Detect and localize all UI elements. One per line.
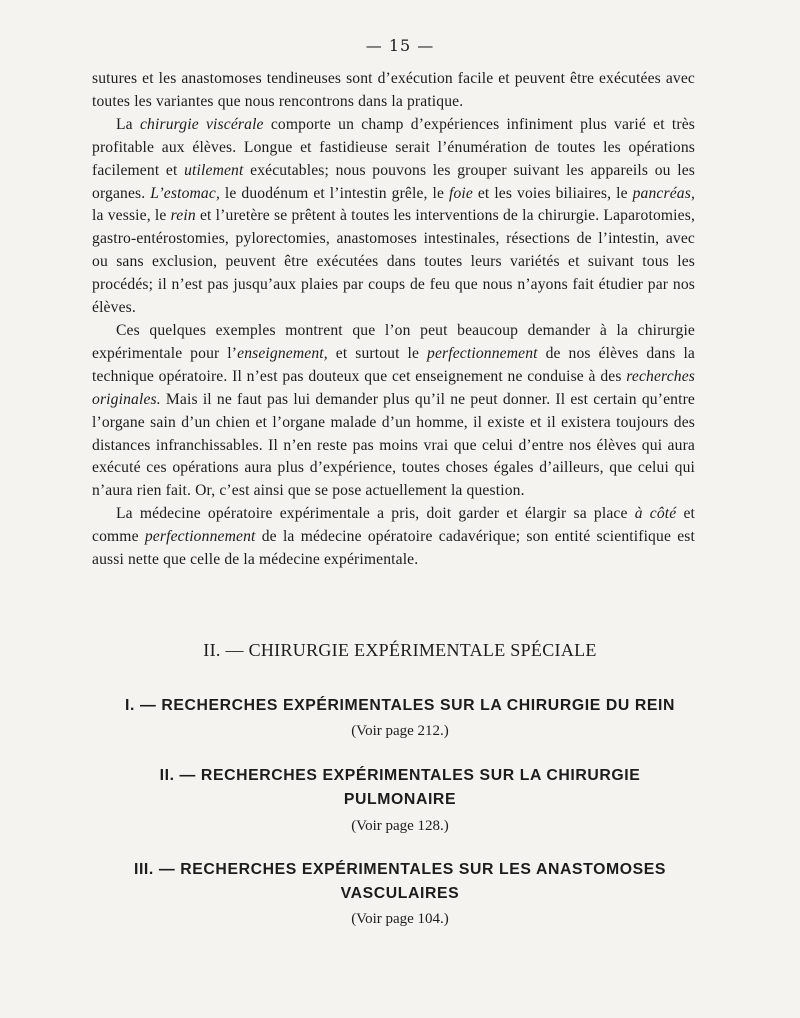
subsection-heading-1: I. — RECHERCHES EXPÉRIMENTALES SUR LA CHIRURGIE DU REIN <box>125 697 675 714</box>
italic-text: chirurgie viscérale <box>139 115 264 133</box>
text-run: Ces quelques exemples montrent que l’on peut beaucoup demander à la chirurgie expérimentale pour l’ <box>92 321 695 362</box>
subsection-heading-2: II. — RECHERCHES EXPÉRIMENTALES SUR LA CHIRURGIE PULMONAIRE <box>159 767 641 808</box>
italic-text: perfectionnement <box>427 344 538 362</box>
paragraph-4 <box>92 503 695 572</box>
text-run: comporte un champ d’expériences infiniment plus varié et très profitable aux élèves. Longue et fastidieuse serait l’énumération de toutes les opérations facilement et <box>92 115 695 179</box>
text-run: la vessie, le <box>92 207 171 225</box>
paragraph-2 <box>92 114 695 320</box>
italic-text: utilement <box>184 161 244 179</box>
text-run: sutures et les anastomoses tendineuses sont d’exécution facile et peuvent être exécutées avec toutes les variantes que nous rencontrons dans la pratique. <box>92 70 695 110</box>
text-run: de la médecine opératoire cadavérique; son entité scientifique est aussi nette que celle de la médecine expérimentale. <box>92 528 695 569</box>
text-run: Mais il ne faut pas lui demander plus qu’il ne peut donner. Il est certain qu’entre l’organe sain d’un chien et l’organe malade d’un homme, il existe et il existera toujours des distances infranchissables. Il n’en reste pas moins vrai que celui d’entre nos élèves qui aura exécuté ces opérations aura plus d’expérience, toutes choses égales d’ailleurs, que celui qui n’aura rien fait. Or, c’est ainsi que se pose actuellement la question. <box>92 390 695 500</box>
subsection-heading-3: III. — RECHERCHES EXPÉRIMENTALES SUR LES ANASTOMOSES VASCULAIRES <box>133 861 667 902</box>
italic-text: perfectionnement <box>144 528 256 546</box>
text-run: le duodénum et l’intestin grêle, le <box>220 184 449 202</box>
italic-text: foie <box>448 184 473 202</box>
italic-text: L’estomac, <box>150 184 221 202</box>
text-run: et comme <box>92 505 695 546</box>
text-run: La <box>116 115 140 133</box>
subsection-ref-1: (Voir page 212.) <box>351 723 449 739</box>
text-run: La médecine opératoire expérimentale a pris, doit garder et élargir sa place <box>116 505 635 523</box>
subsection-ref-2: (Voir page 128.) <box>351 818 449 834</box>
page-number: — 15 — <box>365 36 435 55</box>
body-text <box>92 68 695 572</box>
italic-text: à côté <box>634 505 677 523</box>
paragraph-3 <box>92 320 695 503</box>
text-run: de nos élèves dans la technique opératoire. Il n’est pas douteux que cet enseignement ne conduise à des <box>92 344 696 385</box>
subsection-ref-3: (Voir page 104.) <box>351 911 449 927</box>
text-run: et surtout le <box>327 344 428 362</box>
italic-text: enseignement, <box>237 344 328 362</box>
italic-text: pancréas, <box>632 184 695 202</box>
section-title: II. — CHIRURGIE EXPÉRIMENTALE SPÉCIALE <box>203 640 597 660</box>
text-run: et l’uretère se prêtent à toutes les interventions de la chirurgie. Laparotomies, gastro-entérostomies, pylorectomies, anastomoses intestinales, résections de l’intestin, avec ou sans exclusion, peuvent être exécutées dans toutes leurs variétés et suivant tous les procédés; il n’est pas jusqu’aux plaies par coups de feu que nous n’ayons fait étudier par nos élèves. <box>92 207 695 317</box>
text-run: et les voies biliaires, le <box>472 184 633 202</box>
text-run: exécutables; nous pouvons les grouper suivant les appareils ou les organes. <box>92 161 696 202</box>
paragraph-1 <box>92 68 695 114</box>
italic-text: rein <box>170 207 196 225</box>
italic-text: recherches originales. <box>92 367 695 408</box>
